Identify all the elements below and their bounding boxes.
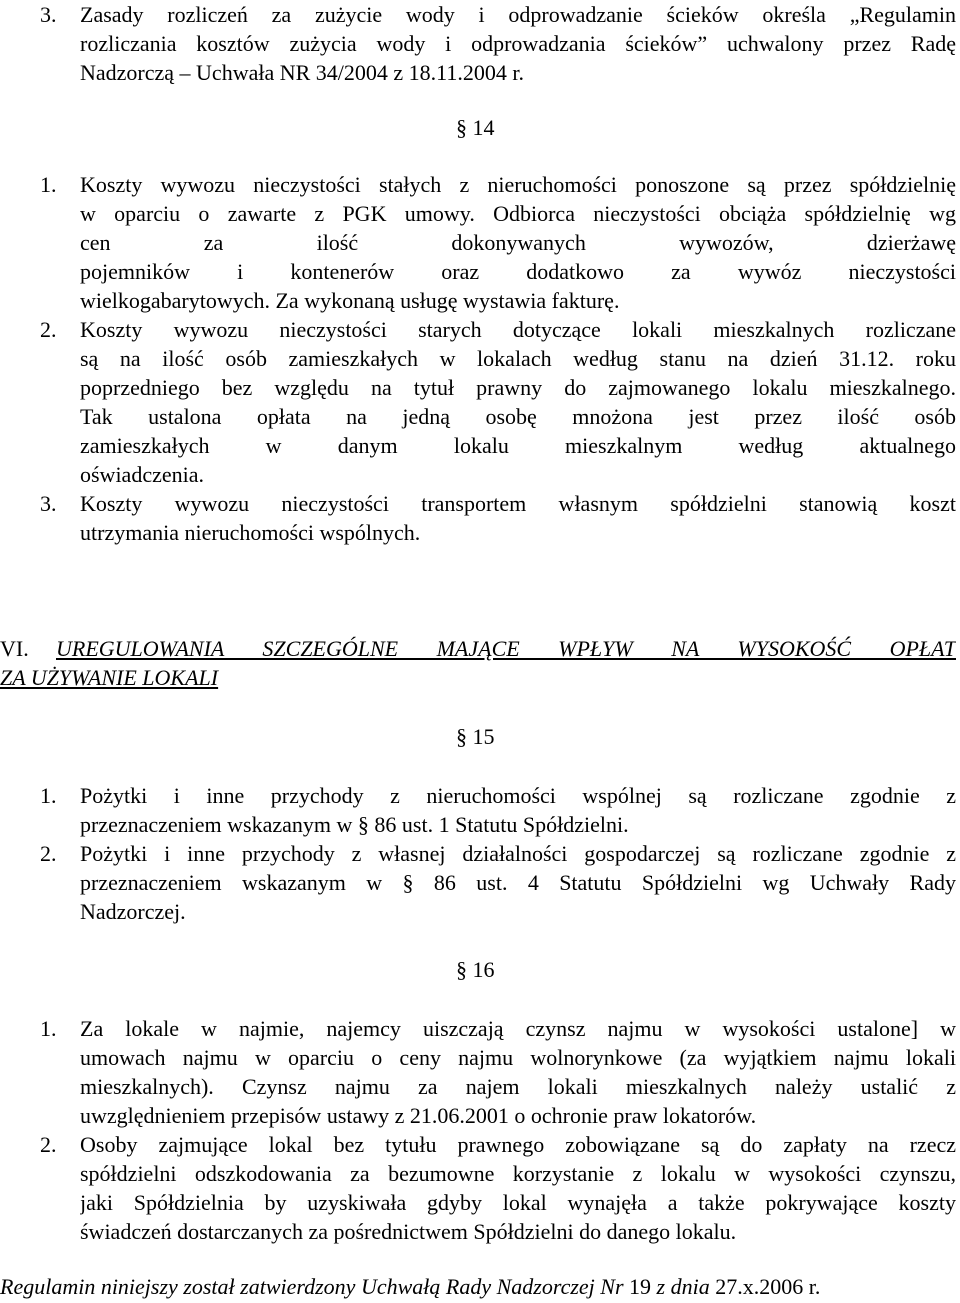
approval-text-date-label: z dnia <box>656 1274 710 1299</box>
approval-date: 27.x.2006 r. <box>715 1274 821 1299</box>
chapter-vi-heading-line-2 <box>0 663 218 692</box>
text-line: Pożytki i inne przychody z nieruchomości wspólnej są rozliczane zgodnie z <box>80 783 956 808</box>
item-number: 2. <box>40 1132 57 1157</box>
text-line: Koszty wywozu nieczystości transportem własnym spółdzielni stanowią koszt <box>80 491 956 516</box>
text-line: Zasady rozliczeń za zużycie wody i odprowadzanie ścieków określa „Regulamin <box>80 2 956 27</box>
text-line: mieszkalnych). Czynsz najmu za najem lokali mieszkalnych należy ustalić z <box>80 1074 956 1099</box>
item-number: 2. <box>40 317 57 342</box>
text-line: przeznaczeniem wskazanym w § 86 ust. 1 Statutu Spółdzielni. <box>80 812 629 837</box>
text-line: w oparciu o zawarte z PGK umowy. Odbiorca nieczystości obciąża spółdzielnię wg <box>80 201 956 226</box>
text-line: Tak ustalona opłata na jedną osobę mnożona jest przez ilość osób <box>80 404 956 429</box>
text-line: oświadczenia. <box>80 462 204 487</box>
item-number: 3. <box>40 491 57 516</box>
text-line: utrzymania nieruchomości wspólnych. <box>80 520 421 545</box>
resolution-number: 19 <box>629 1274 652 1299</box>
approval-note <box>0 1272 820 1301</box>
text-line: jaki Spółdzielnia by uzyskiwała gdyby lokal wynajęła a także pokrywające koszty <box>80 1190 956 1215</box>
text-line: wielkogabarytowych. Za wykonaną usługę wystawia fakturę. <box>80 288 620 313</box>
text-line: Pożytki i inne przychody z własnej działalności gospodarczej są rozliczane zgodnie z <box>80 841 956 866</box>
text-line: Koszty wywozu nieczystości starych dotyczące lokali mieszkalnych rozliczane <box>80 317 956 342</box>
chapter-title: ZA UŻYWANIE LOKALI <box>0 665 219 690</box>
text-line: Za lokale w najmie, najemcy uiszczają czynsz najmu w wysokości ustalone] w <box>80 1016 956 1041</box>
text-line: Koszty wywozu nieczystości stałych z nieruchomości ponoszone są przez spółdzielnię <box>80 172 956 197</box>
text-line: zamieszkałych w danym lokalu mieszkalnym według aktualnego <box>80 433 956 458</box>
text-line: świadczeń dostarczanych za pośrednictwem Spółdzielni do danego lokalu. <box>80 1219 737 1244</box>
item-number: 1. <box>40 172 57 197</box>
section-16-heading: § 16 <box>456 957 495 982</box>
text-line: poprzedniego bez względu na tytuł prawny do zajmowanego lokalu mieszkalnego. <box>80 375 956 400</box>
text-line: są na ilość osób zamieszkałych w lokalach według stanu na dzień 31.12. roku <box>80 346 956 371</box>
approval-text: Regulamin niniejszy został zatwierdzony Uchwałą Rady Nadzorczej Nr <box>0 1274 624 1299</box>
text-line: Nadzorczą – Uchwała NR 34/2004 z 18.11.2004 r. <box>80 60 524 85</box>
item-number: 1. <box>40 783 57 808</box>
text-line: rozliczania kosztów zużycia wody i odprowadzania ścieków” uchwalony przez Radę <box>80 31 956 56</box>
item-number: 1. <box>40 1016 57 1041</box>
section-15-heading: § 15 <box>456 724 495 749</box>
text-line: spółdzielni odszkodowania za bezumowne korzystanie z lokalu w wysokości czynszu, <box>80 1161 956 1186</box>
section-14-heading: § 14 <box>456 115 495 140</box>
text-line: uwzględnieniem przepisów ustawy z 21.06.2001 o ochronie praw lokatorów. <box>80 1103 757 1128</box>
text-line: przeznaczeniem wskazanym w § 86 ust. 4 Statutu Spółdzielni wg Uchwały Rady <box>80 870 956 895</box>
chapter-title: UREGULOWANIA SZCZEGÓLNE MAJĄCE WPŁYW NA WYSOKOŚĆ OPŁAT <box>56 636 956 661</box>
text-line: Nadzorczej. <box>80 899 186 924</box>
text-line: pojemników i kontenerów oraz dodatkowo za wywóz nieczystości <box>80 259 956 284</box>
chapter-number: VI. <box>0 636 29 661</box>
text-line: Osoby zajmujące lokal bez tytułu prawnego zobowiązane są do zapłaty na rzecz <box>80 1132 956 1157</box>
item-number: 3. <box>40 2 57 27</box>
text-line: cen za ilość dokonywanych wywozów, dzierżawę <box>80 230 956 255</box>
item-number: 2. <box>40 841 57 866</box>
text-line: umowach najmu w oparciu o ceny najmu wolnorynkowe (za wyjątkiem najmu lokali <box>80 1045 956 1070</box>
